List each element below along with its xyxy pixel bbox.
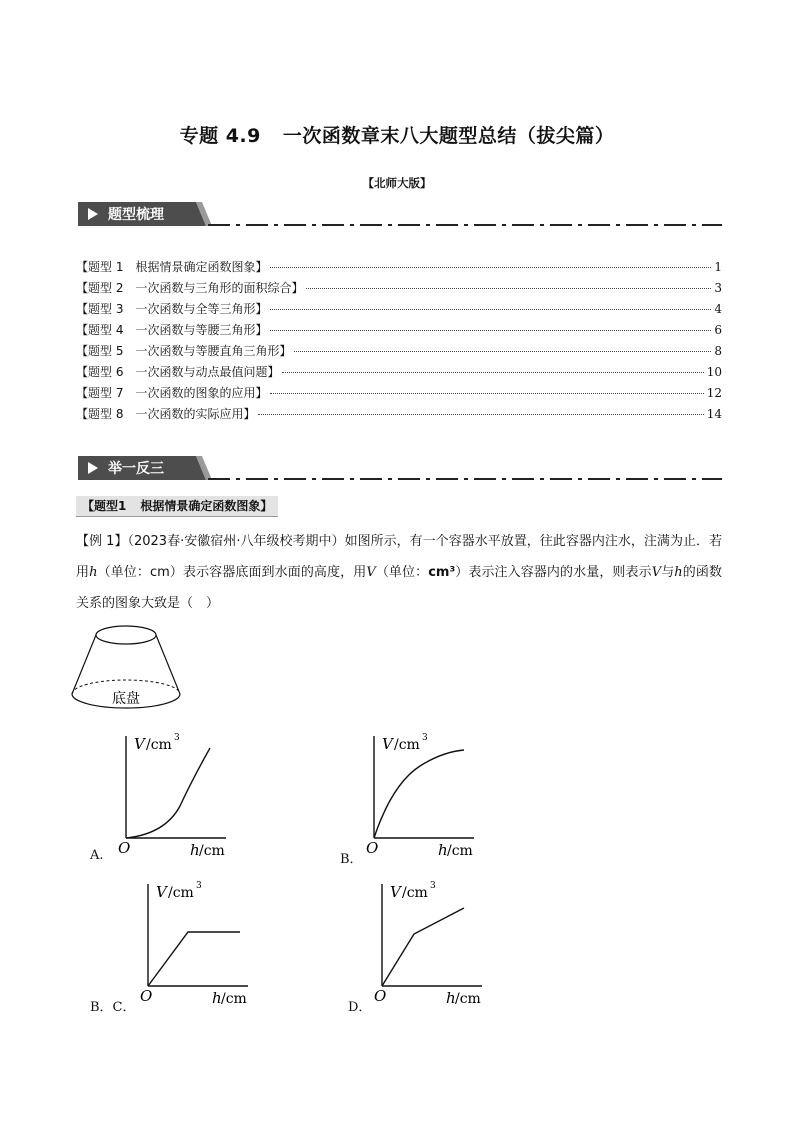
vessel-figure	[68, 622, 184, 716]
graph-d	[366, 876, 506, 1006]
toc-label: 一次函数与等腰三角形】	[135, 323, 268, 337]
x-axis-label: h	[190, 841, 200, 858]
toc-label: 一次函数与全等三角形】	[135, 302, 268, 316]
y-axis-exponent: 3	[196, 881, 202, 891]
example-label: 【例 1】	[76, 534, 128, 549]
origin-label: O	[366, 839, 379, 857]
origin-label: O	[140, 987, 153, 1005]
origin-label: O	[374, 987, 387, 1005]
topic-tag	[76, 496, 278, 517]
toc-leader	[294, 351, 711, 352]
toc-row[interactable]	[76, 258, 722, 279]
var-h: h	[674, 565, 683, 580]
page-title	[0, 121, 794, 148]
toc-row[interactable]	[76, 405, 722, 426]
toc-leader	[258, 414, 703, 415]
toc-leader	[270, 393, 703, 394]
topic-tag-label: 根据情景确定函数图象】	[140, 499, 273, 513]
toc-num: 【题型 8	[76, 407, 124, 421]
title-prefix: 专题 4.9	[179, 125, 261, 147]
toc-row[interactable]	[76, 321, 722, 342]
x-axis-label: h	[438, 841, 448, 858]
toc-leader	[270, 309, 711, 310]
x-axis-unit: /cm	[455, 991, 481, 1006]
toc-label: 根据情景确定函数图象】	[135, 260, 268, 274]
problem-source: （2023春·安徽宿州·八年级校考期中）	[127, 534, 345, 549]
topic-tag-num: 【题型1	[82, 499, 127, 513]
table-of-contents	[76, 258, 722, 426]
option-label-a: A.	[90, 848, 104, 863]
y-axis-exponent: 3	[422, 733, 428, 743]
problem-text	[76, 526, 722, 619]
toc-label: 一次函数的图象的应用】	[135, 386, 268, 400]
toc-row[interactable]	[76, 279, 722, 300]
option-label-c: B．C．	[90, 1000, 136, 1015]
toc-label: 一次函数与三角形的面积综合】	[135, 281, 304, 295]
toc-leader	[282, 372, 703, 373]
toc-page: 10	[706, 365, 722, 379]
toc-page: 6	[714, 323, 722, 337]
y-axis-unit: /cm	[402, 885, 428, 901]
var-h: h	[89, 565, 98, 580]
x-axis-label: h	[446, 989, 456, 1006]
section-bar-practice	[78, 454, 722, 482]
toc-page: 8	[714, 344, 722, 358]
toc-num: 【题型 2	[76, 281, 124, 295]
vessel-base-label: 底盘	[112, 691, 140, 707]
y-axis-label: V	[390, 883, 401, 901]
toc-num: 【题型 7	[76, 386, 124, 400]
toc-label: 一次函数的实际应用】	[135, 407, 256, 421]
y-axis-exponent: 3	[430, 881, 436, 891]
toc-row[interactable]	[76, 363, 722, 384]
y-axis-label: V	[156, 883, 167, 901]
graph-a	[110, 728, 250, 858]
y-axis-exponent: 3	[174, 733, 180, 743]
y-axis-label: V	[382, 735, 393, 753]
x-axis-unit: /cm	[221, 991, 247, 1006]
graph-c	[132, 876, 272, 1006]
x-axis-unit: /cm	[447, 843, 473, 858]
edition-label: 【北师大版】	[362, 176, 432, 190]
title-main: 一次函数章末八大题型总结（拔尖篇）	[282, 125, 615, 147]
toc-num: 【题型 5	[76, 344, 124, 358]
toc-row[interactable]	[76, 300, 722, 321]
toc-label: 一次函数与动点最值问题】	[135, 365, 280, 379]
problem-text-2: （单位：cm）表示容器底面到水面的高度，用	[97, 565, 367, 580]
unit-v: cm³	[428, 565, 456, 580]
toc-num: 【题型 3	[76, 302, 124, 316]
toc-leader	[270, 330, 711, 331]
section-bar-graphic	[78, 454, 722, 482]
toc-page: 3	[714, 281, 722, 295]
toc-row[interactable]	[76, 384, 722, 405]
toc-page: 14	[706, 407, 722, 421]
y-axis-unit: /cm	[168, 885, 194, 901]
toc-page: 1	[714, 260, 722, 274]
toc-page: 12	[706, 386, 722, 400]
section-bar-graphic	[78, 200, 722, 228]
problem-text-5: 与	[661, 565, 675, 580]
toc-leader	[306, 288, 711, 289]
toc-leader	[270, 267, 711, 268]
y-axis-unit: /cm	[394, 737, 420, 753]
problem-text-6: 的函数关系的图象大致是（ ）	[76, 565, 722, 611]
var-v: V	[366, 565, 376, 580]
toc-label: 一次函数与等腰直角三角形】	[135, 344, 292, 358]
section-bar-toc	[78, 200, 722, 228]
section-label-practice: 举一反三	[108, 461, 164, 477]
option-label-d: D．	[348, 1000, 372, 1015]
problem-text-3: （单位：	[375, 565, 429, 580]
toc-num: 【题型 6	[76, 365, 124, 379]
x-axis-unit: /cm	[199, 843, 225, 858]
toc-row[interactable]	[76, 342, 722, 363]
x-axis-label: h	[212, 989, 222, 1006]
section-label-toc: 题型梳理	[108, 207, 164, 223]
option-label-b: B．	[340, 852, 363, 867]
toc-page: 4	[714, 302, 722, 316]
toc-num: 【题型 4	[76, 323, 124, 337]
graph-b	[358, 728, 498, 858]
toc-num: 【题型 1	[76, 260, 124, 274]
y-axis-label: V	[134, 735, 145, 753]
y-axis-unit: /cm	[146, 737, 172, 753]
problem-text-4: ）表示注入容器内的水量，则表示	[455, 565, 652, 580]
var-v: V	[651, 565, 662, 580]
problem-text-1: 如图所示，有一个容器水平放置，往此容器内注水，注满为止．若用	[76, 534, 722, 580]
origin-label: O	[118, 839, 131, 857]
